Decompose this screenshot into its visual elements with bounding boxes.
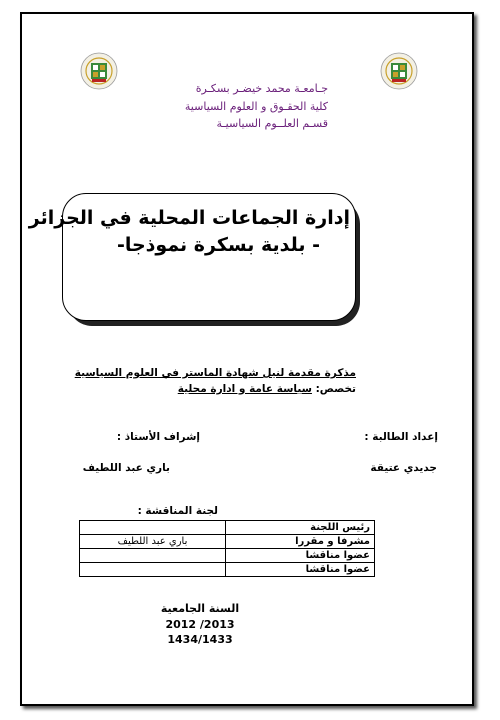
specialty-label: تخصص: (315, 383, 356, 395)
table-row (80, 521, 375, 535)
supervisor-name: باري عبد اللطيف (82, 462, 170, 474)
specialty-value: سياسة عامة و ادارة محلية (177, 383, 312, 395)
table-row (80, 563, 375, 577)
university-name: جـامعـة محمد خيضـر بسكـرة (195, 82, 328, 95)
academic-year-hijri: 1434/1433 (167, 633, 233, 646)
committee-role: عضوا مناقشا (226, 563, 375, 577)
memo-description: مذكرة مقدمة لنيل شهادة الماستر في العلوم السياسية (74, 367, 356, 379)
committee-role: مشرفا و مقررا (226, 535, 375, 549)
committee-member (80, 549, 226, 563)
university-logo-left (80, 52, 118, 90)
academic-year-gregorian: 2013/ 2012 (165, 618, 235, 631)
committee-member (80, 563, 226, 577)
supervision-label: إشراف الأستاذ : (116, 431, 200, 443)
student-name: جديدي عتيقة (370, 462, 437, 474)
committee-title: لجنة المناقشة : (137, 505, 218, 517)
faculty-name: كلية الحقـوق و العلوم السياسية (184, 100, 328, 113)
table-row (80, 549, 375, 563)
table-row (80, 535, 375, 549)
committee-table (79, 520, 375, 577)
thesis-title-line1: إدارة الجماعات المحلية في الجزائر (28, 207, 350, 229)
department-name: قسـم العلــوم السياسيـة (216, 117, 328, 130)
university-logo-right (380, 52, 418, 90)
committee-member (80, 521, 226, 535)
committee-role: رئيس اللجنة (226, 521, 375, 535)
committee-role: عضوا مناقشا (226, 549, 375, 563)
prepared-by-label: إعداد الطالبة : (364, 431, 438, 443)
academic-year-label: السنة الجامعية (160, 602, 240, 615)
committee-member: باري عبد اللطيف (80, 535, 226, 549)
thesis-title-line2: - بلدية بسكرة نموذجا- (116, 234, 320, 256)
memo-specialty (178, 383, 356, 395)
